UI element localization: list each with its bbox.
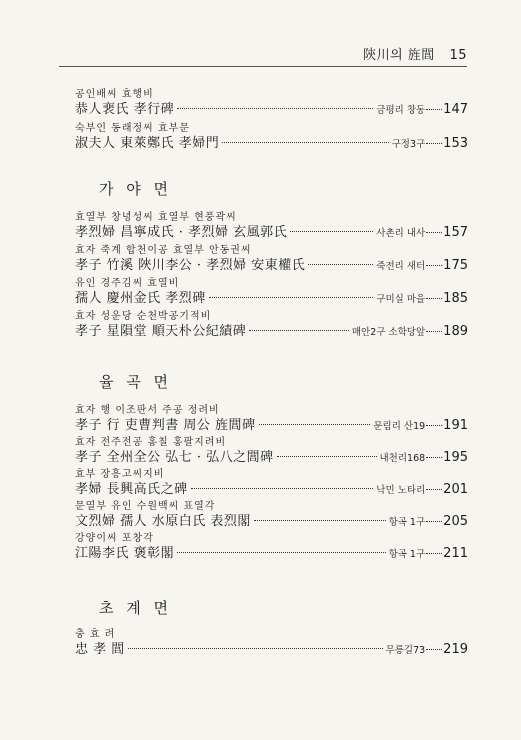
leader-dots (426, 457, 442, 458)
entry-hanja-title: 孝子 全州全公 弘七 · 弘八之閭碑 (75, 450, 274, 465)
entry-page: 219 (443, 642, 468, 657)
leader-dots (426, 109, 442, 110)
entry-hanja-title: 恭人裵氏 孝行碑 (75, 102, 175, 117)
entry-korean-title: 효열부 창녕성씨 효열부 현풍곽씨 (75, 212, 237, 223)
toc-entry[interactable] (75, 532, 468, 563)
entry-hanja-title: 淑夫人 東萊鄭氏 孝婦門 (75, 136, 220, 151)
header-rule (59, 66, 467, 67)
page-number: 15 (449, 48, 467, 63)
entry-korean-title: 효자 행 이조판서 주공 정려비 (75, 405, 220, 416)
toc-entry[interactable] (75, 211, 468, 242)
entry-page: 153 (443, 136, 468, 151)
entry-hanja-title: 孝烈婦 昌寧成氏 · 孝烈婦 玄風郭氏 (75, 225, 288, 240)
running-header (363, 44, 467, 63)
entry-location: 항곡 1구 (388, 517, 426, 528)
leader-dots (128, 648, 383, 649)
entry-location: 사촌리 내사 (376, 228, 426, 239)
leader-dots (277, 456, 377, 457)
entry-hanja-title: 忠 孝 閭 (75, 642, 125, 657)
entry-korean-title: 효자 성운당 순천박공기적비 (75, 311, 212, 322)
section-heading-yulgok: 율 곡 면 (99, 373, 173, 391)
leader-dots (308, 264, 373, 265)
toc-entry[interactable] (75, 468, 468, 499)
entry-page: 211 (443, 546, 468, 561)
entry-location: 무릉길73 (385, 645, 426, 656)
leader-dots (426, 649, 442, 650)
entry-page: 185 (443, 291, 468, 306)
leader-dots (426, 232, 442, 233)
entry-hanja-title: 文烈婦 孺人 水原白氏 表烈閣 (75, 514, 251, 529)
toc-entry[interactable] (75, 122, 468, 153)
section-heading-gaya: 가 야 면 (99, 180, 173, 198)
toc-entry[interactable] (75, 88, 468, 119)
entry-location: 죽전리 새터 (376, 261, 426, 272)
entry-page: 191 (443, 418, 468, 433)
entry-location: 문림리 산19 (373, 421, 426, 432)
leader-dots (254, 520, 386, 521)
leader-dots (426, 143, 442, 144)
leader-dots (426, 265, 442, 266)
leader-dots (426, 331, 442, 332)
leader-dots (259, 424, 371, 425)
entry-korean-title: 효자 죽계 합천이공 효열부 안동권씨 (75, 245, 252, 256)
toc-entry[interactable] (75, 277, 468, 308)
leader-dots (426, 489, 442, 490)
toc-entry[interactable] (75, 404, 468, 435)
leader-dots (290, 231, 373, 232)
entry-page: 189 (443, 324, 468, 339)
leader-dots (426, 521, 442, 522)
entry-korean-title: 효자 전주전공 홍칠 홍팔지려비 (75, 437, 227, 448)
entry-korean-title: 효부 장흥고씨지비 (75, 469, 165, 480)
entry-korean-title: 유인 경주김씨 효열비 (75, 278, 180, 289)
toc-entry[interactable] (75, 628, 468, 659)
toc-entry[interactable] (75, 244, 468, 275)
toc-entry[interactable] (75, 310, 468, 341)
entry-location: 내천리168 (379, 453, 426, 464)
leader-dots (177, 552, 385, 553)
entry-location: 구정3구 (391, 139, 426, 150)
entry-page: 147 (443, 102, 468, 117)
entry-korean-title: 문열부 유인 수원백씨 표열각 (75, 501, 216, 512)
header-title: 陝川의 旌閭 (363, 48, 435, 63)
entry-korean-title: 강양이씨 포창각 (75, 533, 154, 544)
entry-hanja-title: 江陽李氏 褒彰閣 (75, 546, 175, 561)
section-heading-chogye: 초 계 면 (99, 599, 173, 617)
leader-dots (209, 297, 374, 298)
entry-korean-title: 숙부인 동래정씨 효부문 (75, 123, 190, 134)
toc-entry[interactable] (75, 436, 468, 467)
leader-dots (426, 425, 442, 426)
leader-dots (249, 330, 349, 331)
entry-hanja-title: 孝子 行 吏曹判書 周公 旌閭碑 (75, 418, 256, 433)
entry-hanja-title: 孝子 竹溪 陜川李公 · 孝烈婦 安東權氏 (75, 258, 306, 273)
entry-hanja-title: 孝子 星隕堂 順天朴公紀績碑 (75, 324, 247, 339)
entry-page: 201 (443, 482, 468, 497)
leader-dots (426, 298, 442, 299)
leader-dots (177, 108, 373, 109)
toc-entry[interactable] (75, 500, 468, 531)
entry-hanja-title: 孝婦 長興高氏之碑 (75, 482, 188, 497)
entry-page: 195 (443, 450, 468, 465)
leader-dots (191, 488, 374, 489)
entry-location: 낙민 노타리 (376, 485, 426, 496)
entry-korean-title: 충 효 려 (75, 629, 116, 640)
entry-location: 금평리 창동 (376, 105, 426, 116)
entry-location: 구미실 마을 (376, 294, 426, 305)
leader-dots (222, 142, 388, 143)
entry-korean-title: 공인배씨 효행비 (75, 89, 154, 100)
entry-hanja-title: 孺人 慶州金氏 孝烈碑 (75, 291, 206, 306)
leader-dots (426, 553, 442, 554)
entry-page: 205 (443, 514, 468, 529)
entry-page: 157 (443, 225, 468, 240)
entry-location: 항곡 1구 (388, 549, 426, 560)
entry-page: 175 (443, 258, 468, 273)
entry-location: 매안2구 소학당앞 (351, 327, 426, 338)
